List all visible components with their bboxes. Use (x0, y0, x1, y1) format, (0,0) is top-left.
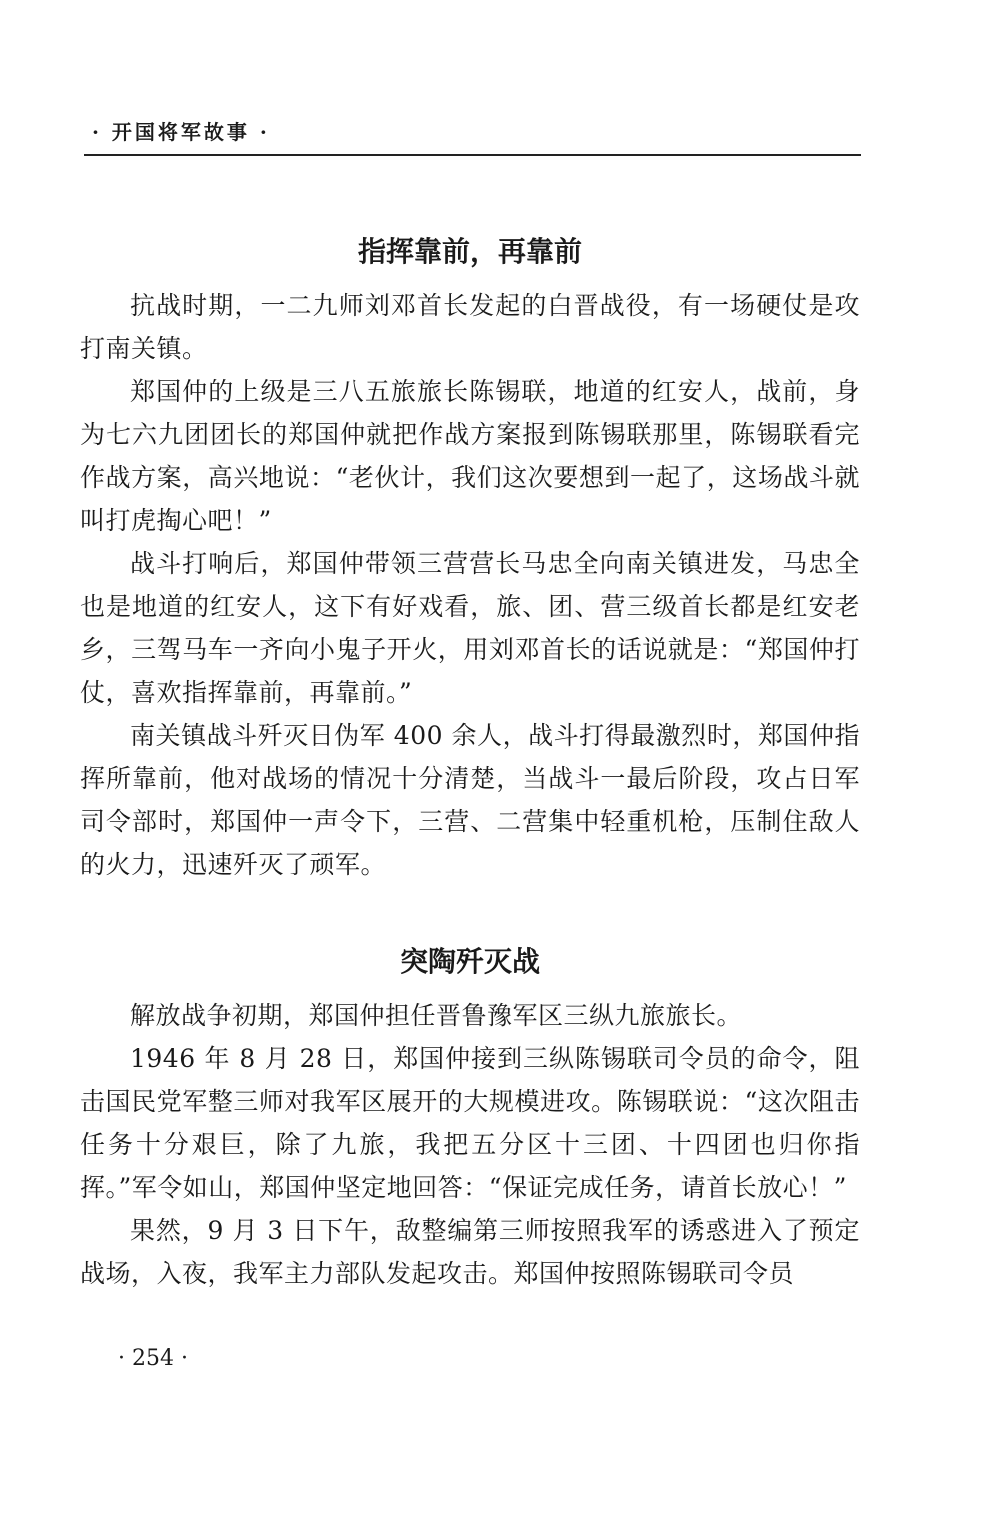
paragraph: 战斗打响后，郑国仲带领三营营长马忠全向南关镇进发，马忠全也是地道的红安人，这下有好戏看，旅、团、营三级首长都是红安老乡，三驾马车一齐向小鬼子开火，用刘邓首长的话说就是：“郑国仲打仗，喜欢指挥靠前，再靠前。” (80, 549, 860, 707)
header-rule (84, 154, 861, 156)
paragraph: 1946 年 8 月 28 日，郑国仲接到三纵陈锡联司令员的命令，阻击国民党军整三师对我军区展开的大规模进攻。陈锡联说：“这次阻击任务十分艰巨，除了九旅，我把五分区十三团、十四团也归你指挥。”军令如山，郑国仲坚定地回答：“保证完成任务，请首长放心！” (80, 1044, 860, 1202)
paragraph: 抗战时期，一二九师刘邓首长发起的白晋战役，有一场硬仗是攻打南关镇。 (80, 291, 860, 363)
paragraph: 解放战争初期，郑国仲担任晋鲁豫军区三纵九旅旅长。 (130, 1001, 743, 1030)
page-number: · 254 · (118, 1346, 188, 1371)
section-1 (80, 232, 860, 886)
paragraph: 郑国仲的上级是三八五旅旅长陈锡联，地道的红安人，战前，身为七六九团团长的郑国仲就把作战方案报到陈锡联那里，陈锡联看完作战方案，高兴地说：“老伙计，我们这次要想到一起了，这场战斗就叫打虎掏心吧！” (80, 377, 860, 535)
section-title: 指挥靠前，再靠前 (357, 235, 582, 268)
running-header: · 开国将军故事 · (92, 120, 270, 144)
paragraph: 南关镇战斗歼灭日伪军 400 余人，战斗打得最激烈时，郑国仲指挥所靠前，他对战场的情况十分清楚，当战斗一最后阶段，攻占日军司令部时，郑国仲一声令下，三营、二营集中轻重机枪，压制住敌人的火力，迅速歼灭了顽军。 (80, 721, 860, 879)
section-title: 突陶歼灭战 (399, 945, 540, 978)
section-2 (80, 942, 860, 1295)
paragraph: 果然，9 月 3 日下午，敌整编第三师按照我军的诱惑进入了预定战场，入夜，我军主力部队发起攻击。郑国仲按照陈锡联司令员 (80, 1216, 860, 1288)
